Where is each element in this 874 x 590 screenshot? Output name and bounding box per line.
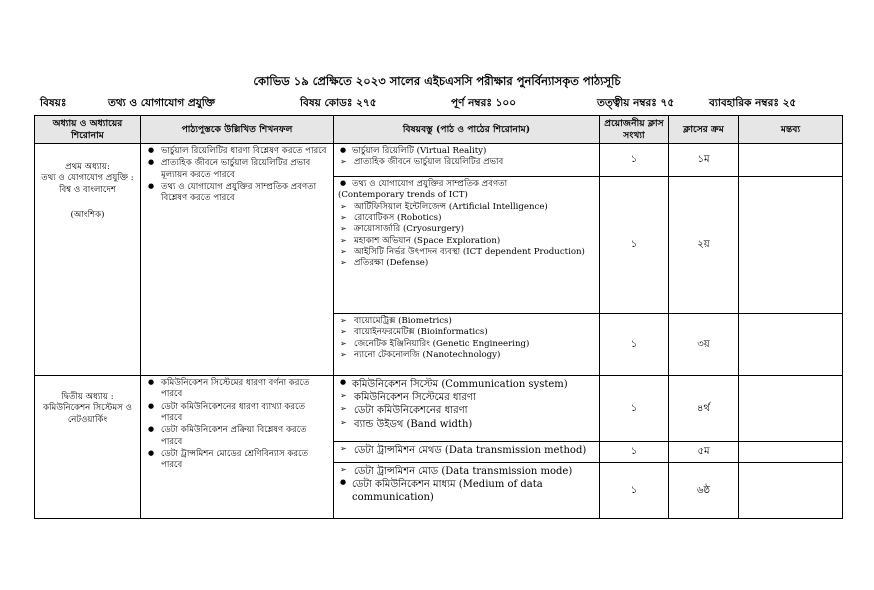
topic-item: ➢ ডেটা ট্রান্সমিশন মোড (Data transmission mode) — [338, 465, 595, 478]
table-row — [35, 376, 843, 442]
class-count: ১ — [600, 463, 669, 519]
chapter-2-cell — [35, 376, 141, 519]
topic-item: ➢ জেনেটিক ইঞ্জিনিয়ারিং (Genetic Engineering) — [338, 339, 595, 350]
header-order: ক্লাসের ক্রম — [669, 116, 739, 144]
outcome-item: ● ডেটা কমিউনিকেশন প্রক্রিয়া বিশ্লেষণ করতে পারবে — [145, 425, 329, 448]
topic-item: ➢ বায়োইনফরমেটিক্স (Bioinformatics) — [338, 327, 595, 338]
subject-code: বিষয় কোডঃ ২৭৫ — [300, 97, 377, 109]
class-order: ৬ষ্ঠ — [669, 463, 739, 519]
chapter-1-number: প্রথম অধ্যায়: — [65, 162, 110, 172]
class-order: ৪র্থ — [669, 376, 739, 442]
outcome-item: ● ভার্চুয়াল রিয়েলিটির ধারণা বিশ্লেষণ করতে পারবে — [145, 146, 329, 157]
topic-item: ➢ ব্যান্ড উইডথ (Band width) — [338, 418, 595, 431]
topic-item: ➢ রোবোটিকস (Robotics) — [338, 213, 595, 224]
content-cell — [334, 144, 600, 177]
subject-value: তথ্য ও যোগাযোগ প্রযুক্তি — [108, 97, 215, 109]
chapter-1-outcomes — [141, 144, 334, 376]
class-order: ২য় — [669, 177, 739, 314]
theory-marks: তত্ত্বীয় নম্বরঃ ৭৫ — [597, 97, 675, 109]
chapter-1-partial: (আংশিক) — [70, 210, 105, 221]
topic-heading: ● ভার্চুয়াল রিয়েলিটি (Virtual Reality) — [338, 146, 595, 157]
outcome-item: ● ডেটা কমিউনিকেশনের ধারণা ব্যাখ্যা করতে পারবে — [145, 402, 329, 425]
class-count: ১ — [600, 177, 669, 314]
topic-item: ➢ প্রতিরক্ষা (Defense) — [338, 258, 595, 269]
content-cell — [334, 442, 600, 463]
class-count: ১ — [600, 442, 669, 463]
topic-item: ➢ বায়োমেট্রিক্স (Biometrics) — [338, 316, 595, 327]
class-order: ৫ম — [669, 442, 739, 463]
topic-subheading: (Contemporary trends of ICT) — [338, 190, 468, 201]
chapter-1-title: তথ্য ও যোগাযোগ প্রযুক্তি : বিশ্ব ও বাংলাদেশ — [41, 173, 134, 195]
header-outcomes: পাঠ্যপুস্তকে উল্লিখিত শিখনফল — [141, 116, 334, 144]
topic-heading: ● কমিউনিকেশন সিস্টেম (Communication system) — [338, 378, 595, 391]
class-count: ১ — [600, 144, 669, 177]
topic-item: ➢ মহাকাশ অভিযান (Space Exploration) — [338, 236, 595, 247]
class-count: ১ — [600, 376, 669, 442]
header-content: বিষয়বস্তু (পাঠ ও পাঠের শিরোনাম) — [334, 116, 600, 144]
topic-heading: ● ডেটা কমিউনিকেশন মাধ্যম (Medium of data communication) — [338, 478, 595, 504]
header-chapter: অধ্যায় ও অধ্যায়ের শিরোনাম — [35, 116, 141, 144]
content-cell — [334, 177, 600, 314]
remarks-cell — [739, 314, 843, 376]
class-count: ১ — [600, 314, 669, 376]
subject-label: বিষয়ঃ — [40, 97, 67, 109]
chapter-1-cell — [35, 144, 141, 376]
chapter-2-title: কমিউনিকেশন সিস্টেমস ও নেটওয়ার্কিং — [43, 403, 132, 425]
content-cell — [334, 376, 600, 442]
outcome-item: ● তথ্য ও যোগাযোগ প্রযুক্তির সাম্প্রতিক প্রবণতা বিশ্লেষণ করতে পারবে — [145, 182, 329, 205]
topic-item: ➢ ডেটা ট্রান্সমিশন মেথড (Data transmission method) — [338, 444, 595, 457]
remarks-cell — [739, 177, 843, 314]
chapter-2-number: দ্বিতীয় অধ্যায় : — [61, 392, 114, 402]
remarks-cell — [739, 463, 843, 519]
remarks-cell — [739, 442, 843, 463]
full-marks: পূর্ণ নম্বরঃ ১০০ — [451, 97, 517, 109]
outcome-item: ● প্রাত্যহিক জীবনে ভার্চুয়াল রিয়েলিটির প্রভাব মূল্যায়ন করতে পারবে — [145, 158, 329, 181]
content-cell — [334, 463, 600, 519]
page-title: কোভিড ১৯ প্রেক্ষিতে ২০২৩ সালের এইচএসসি পরীক্ষার পুনর্বিন্যাসকৃত পাঠ্যসূচি — [253, 74, 621, 88]
topic-heading: ● তথ্য ও যোগাযোগ প্রযুক্তির সাম্প্রতিক প্রবণতা — [338, 179, 595, 190]
syllabus-table — [34, 115, 843, 519]
topic-item: ➢ ন্যানো টেকনোলজি (Nanotechnology) — [338, 350, 595, 361]
class-order: ১ম — [669, 144, 739, 177]
topic-item: ➢ কমিউনিকেশন সিস্টেমের ধারণা — [338, 391, 595, 404]
table-header-row — [35, 116, 843, 144]
remarks-cell — [739, 144, 843, 177]
header-classes: প্রয়োজনীয় ক্লাস সংখ্যা — [600, 116, 669, 144]
table-row — [35, 144, 843, 177]
topic-item: ➢ আর্টিফিসিয়াল ইন্টেলিজেন্স (Artificial Intelligence) — [338, 202, 595, 213]
practical-marks: ব্যাবহারিক নম্বরঃ ২৫ — [709, 97, 797, 109]
chapter-2-outcomes — [141, 376, 334, 519]
topic-item: ➢ প্রাত্যহিক জীবনে ভার্চুয়াল রিয়েলিটির প্রভাব — [338, 157, 595, 168]
class-order: ৩য় — [669, 314, 739, 376]
outcome-item: ● ডেটা ট্রান্সমিশন মোডের শ্রেণিবিন্যাস করতে পারবে — [145, 449, 329, 472]
remarks-cell — [739, 376, 843, 442]
topic-item: ➢ ক্রায়োসার্জারি (Cryosurgery) — [338, 224, 595, 235]
content-cell — [334, 314, 600, 376]
header-remarks: মন্তব্য — [739, 116, 843, 144]
topic-item: ➢ ডেটা কমিউনিকেশনের ধারণা — [338, 404, 595, 417]
topic-item: ➢ আইসিটি নির্ভর উৎপাদন ব্যবস্থা (ICT dependent Production) — [338, 247, 595, 258]
outcome-item: ● কমিউনিকেশন সিস্টেমের ধারণা বর্ণনা করতে পারবে — [145, 378, 329, 401]
